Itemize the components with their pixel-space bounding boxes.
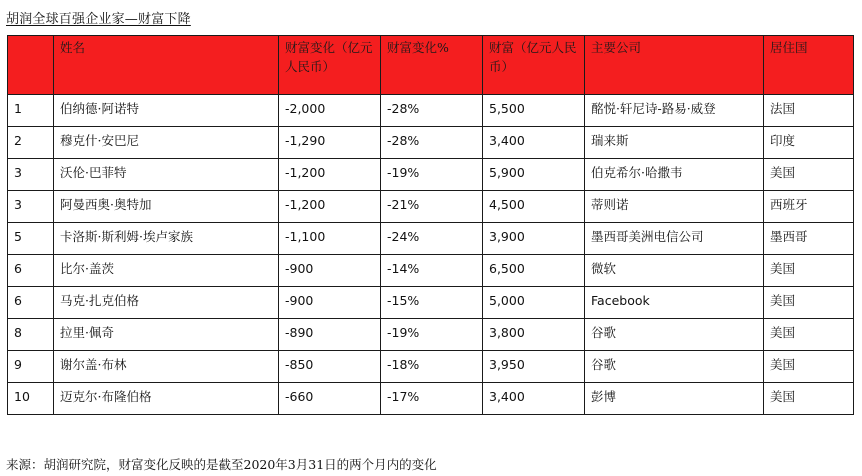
company-cell: 谷歌 — [585, 319, 764, 351]
wealth-change-cell: -900 — [279, 255, 381, 287]
header-name: 姓名 — [54, 36, 279, 95]
company-cell: 谷歌 — [585, 351, 764, 383]
company-cell: 墨西哥美洲电信公司 — [585, 223, 764, 255]
wealth-cell: 3,400 — [483, 127, 585, 159]
country-cell: 印度 — [764, 127, 854, 159]
rank-cell: 3 — [8, 191, 54, 223]
header-main-company: 主要公司 — [585, 36, 764, 95]
wealth-change-percent-cell: -17% — [381, 383, 483, 415]
table-row — [8, 191, 854, 223]
header-wealth: 财富（亿元人民币） — [483, 36, 585, 95]
wealth-cell: 4,500 — [483, 191, 585, 223]
page-title: 胡润全球百强企业家—财富下降 — [6, 12, 191, 27]
country-cell: 法国 — [764, 95, 854, 127]
table-row — [8, 255, 854, 287]
header-wealth-change-percent: 财富变化% — [381, 36, 483, 95]
wealth-change-cell: -2,000 — [279, 95, 381, 127]
company-cell: 瑞来斯 — [585, 127, 764, 159]
country-cell: 美国 — [764, 287, 854, 319]
table-row — [8, 383, 854, 415]
rank-cell: 5 — [8, 223, 54, 255]
company-cell: 微软 — [585, 255, 764, 287]
name-cell: 穆克什·安巴尼 — [54, 127, 279, 159]
wealth-change-cell: -890 — [279, 319, 381, 351]
name-cell: 谢尔盖·布林 — [54, 351, 279, 383]
country-cell: 美国 — [764, 255, 854, 287]
wealth-change-percent-cell: -28% — [381, 95, 483, 127]
header-rank — [8, 36, 54, 95]
wealth-cell: 3,800 — [483, 319, 585, 351]
wealth-change-percent-cell: -24% — [381, 223, 483, 255]
wealth-change-percent-cell: -19% — [381, 159, 483, 191]
wealth-cell: 3,950 — [483, 351, 585, 383]
rank-cell: 9 — [8, 351, 54, 383]
source-note: 来源：胡润研究院，财富变化反映的是截至2020年3月31日的两个月内的变化 — [6, 457, 437, 472]
table-row — [8, 127, 854, 159]
name-cell: 沃伦·巴菲特 — [54, 159, 279, 191]
table-row — [8, 351, 854, 383]
wealth-change-cell: -900 — [279, 287, 381, 319]
wealth-change-percent-cell: -28% — [381, 127, 483, 159]
rank-cell: 1 — [8, 95, 54, 127]
wealth-cell: 5,900 — [483, 159, 585, 191]
table-row — [8, 287, 854, 319]
rank-cell: 6 — [8, 255, 54, 287]
wealth-cell: 3,400 — [483, 383, 585, 415]
rank-cell: 8 — [8, 319, 54, 351]
name-cell: 阿曼西奥·奥特加 — [54, 191, 279, 223]
wealth-change-cell: -1,100 — [279, 223, 381, 255]
name-cell: 伯纳德·阿诺特 — [54, 95, 279, 127]
country-cell: 美国 — [764, 159, 854, 191]
wealth-change-cell: -850 — [279, 351, 381, 383]
header-wealth-change: 财富变化（亿元人民币） — [279, 36, 381, 95]
wealth-change-percent-cell: -14% — [381, 255, 483, 287]
country-cell: 美国 — [764, 319, 854, 351]
company-cell: 彭博 — [585, 383, 764, 415]
name-cell: 比尔·盖茨 — [54, 255, 279, 287]
rank-cell: 2 — [8, 127, 54, 159]
wealth-change-percent-cell: -15% — [381, 287, 483, 319]
company-cell: Facebook — [585, 287, 764, 319]
wealth-cell: 5,000 — [483, 287, 585, 319]
company-cell: 蒂则诺 — [585, 191, 764, 223]
wealth-cell: 5,500 — [483, 95, 585, 127]
wealth-change-cell: -1,200 — [279, 191, 381, 223]
country-cell: 西班牙 — [764, 191, 854, 223]
rank-cell: 6 — [8, 287, 54, 319]
name-cell: 迈克尔·布隆伯格 — [54, 383, 279, 415]
wealth-change-percent-cell: -19% — [381, 319, 483, 351]
company-cell: 伯克希尔·哈撒韦 — [585, 159, 764, 191]
wealth-decline-table — [7, 35, 854, 415]
wealth-cell: 3,900 — [483, 223, 585, 255]
name-cell: 卡洛斯·斯利姆·埃卢家族 — [54, 223, 279, 255]
table-row — [8, 159, 854, 191]
table-row — [8, 95, 854, 127]
wealth-change-cell: -660 — [279, 383, 381, 415]
country-cell: 美国 — [764, 383, 854, 415]
country-cell: 美国 — [764, 351, 854, 383]
name-cell: 马克·扎克伯格 — [54, 287, 279, 319]
wealth-cell: 6,500 — [483, 255, 585, 287]
table-row — [8, 223, 854, 255]
wealth-change-cell: -1,290 — [279, 127, 381, 159]
name-cell: 拉里·佩奇 — [54, 319, 279, 351]
rank-cell: 10 — [8, 383, 54, 415]
wealth-change-cell: -1,200 — [279, 159, 381, 191]
country-cell: 墨西哥 — [764, 223, 854, 255]
wealth-change-percent-cell: -21% — [381, 191, 483, 223]
table-header-row — [8, 36, 854, 95]
table-row — [8, 319, 854, 351]
header-country: 居住国 — [764, 36, 854, 95]
wealth-change-percent-cell: -18% — [381, 351, 483, 383]
rank-cell: 3 — [8, 159, 54, 191]
company-cell: 酩悦·轩尼诗-路易·威登 — [585, 95, 764, 127]
